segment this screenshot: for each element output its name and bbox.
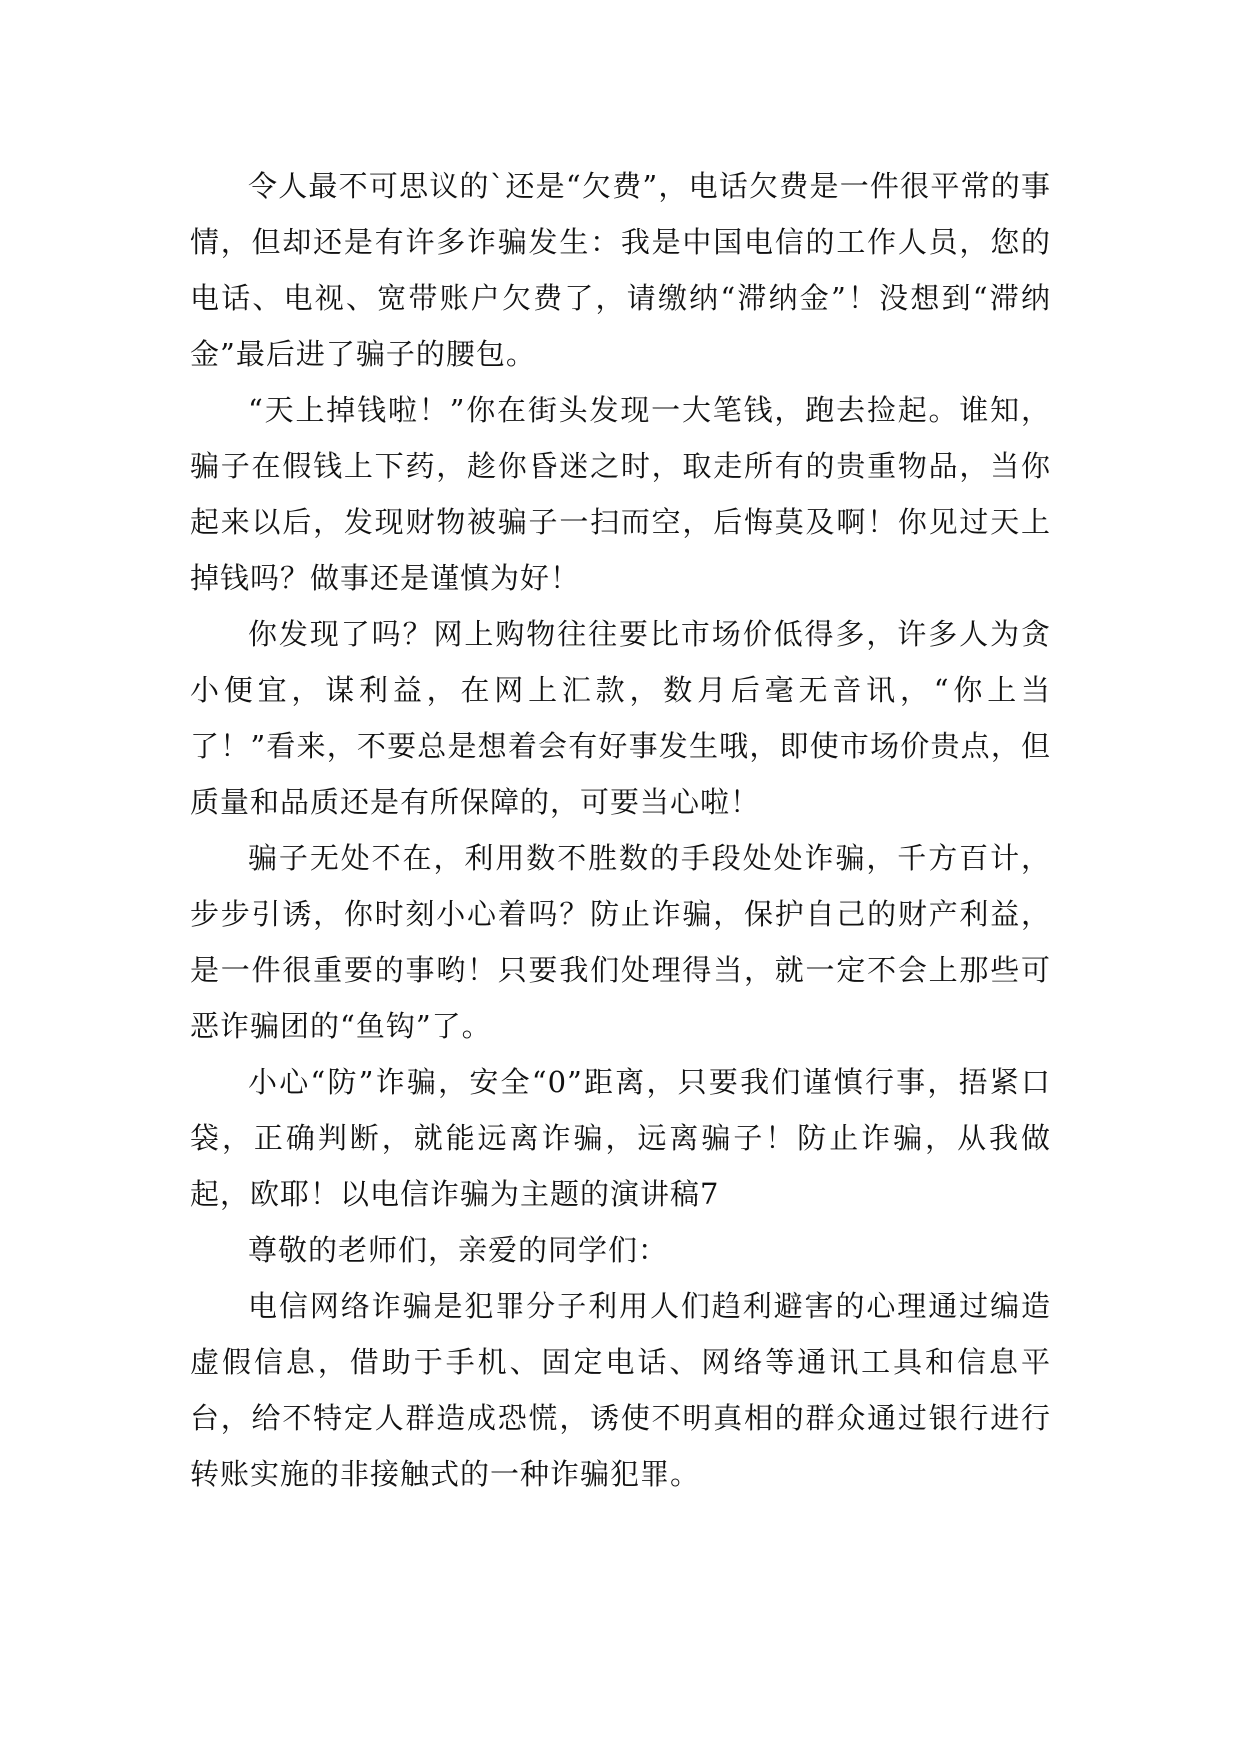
paragraph-online-shopping-scam: 你发现了吗？网上购物往往要比市场价低得多，许多人为贪小便宜，谋利益，在网上汇款，数月后毫无音讯，“你上当了！”看来，不要总是想着会有好事发生哦，即使市场价贵点，但质量和品质还是有所保障的，可要当心啦！ bbox=[190, 617, 1051, 819]
paragraph-scammers-everywhere: 骗子无处不在，利用数不胜数的手段处处诈骗，千方百计，步步引诱，你时刻小心着吗？防止诈骗，保护自己的财产利益，是一件很重要的事哟！只要我们处理得当，就一定不会上那些可恶诈骗团的“鱼钩”了。 bbox=[190, 841, 1051, 1043]
document-body bbox=[190, 158, 1051, 1502]
paragraph-greeting: 尊敬的老师们，亲爱的同学们： bbox=[248, 1233, 669, 1267]
paragraph-money-from-sky-scam: “天上掉钱啦！”你在街头发现一大笔钱，跑去捡起。谁知，骗子在假钱上下药，趁你昏迷之时，取走所有的贵重物品，当你起来以后，发现财物被骗子一扫而空，后悔莫及啊！你见过天上掉钱吗？做事还是谨慎为好！ bbox=[190, 393, 1051, 595]
paragraph-telecom-fraud-definition: 电信网络诈骗是犯罪分子利用人们趋利避害的心理通过编造虚假信息，借助于手机、固定电话、网络等通讯工具和信息平台，给不特定人群造成恐慌，诱使不明真相的群众通过银行进行转账实施的非接触式的一种诈骗犯罪。 bbox=[190, 1289, 1051, 1491]
paragraph-prevent-fraud: 小心“防”诈骗，安全“0”距离，只要我们谨慎行事，捂紧口袋，正确判断，就能远离诈骗，远离骗子！防止诈骗，从我做起，欧耶！以电信诈骗为主题的演讲稿7 bbox=[190, 1065, 1051, 1211]
paragraph-overdue-fee-scam: 令人最不可思议的`还是“欠费”，电话欠费是一件很平常的事情，但却还是有许多诈骗发生：我是中国电信的工作人员，您的电话、电视、宽带账户欠费了，请缴纳“滞纳金”！没想到“滞纳金”最后进了骗子的腰包。 bbox=[190, 169, 1051, 371]
